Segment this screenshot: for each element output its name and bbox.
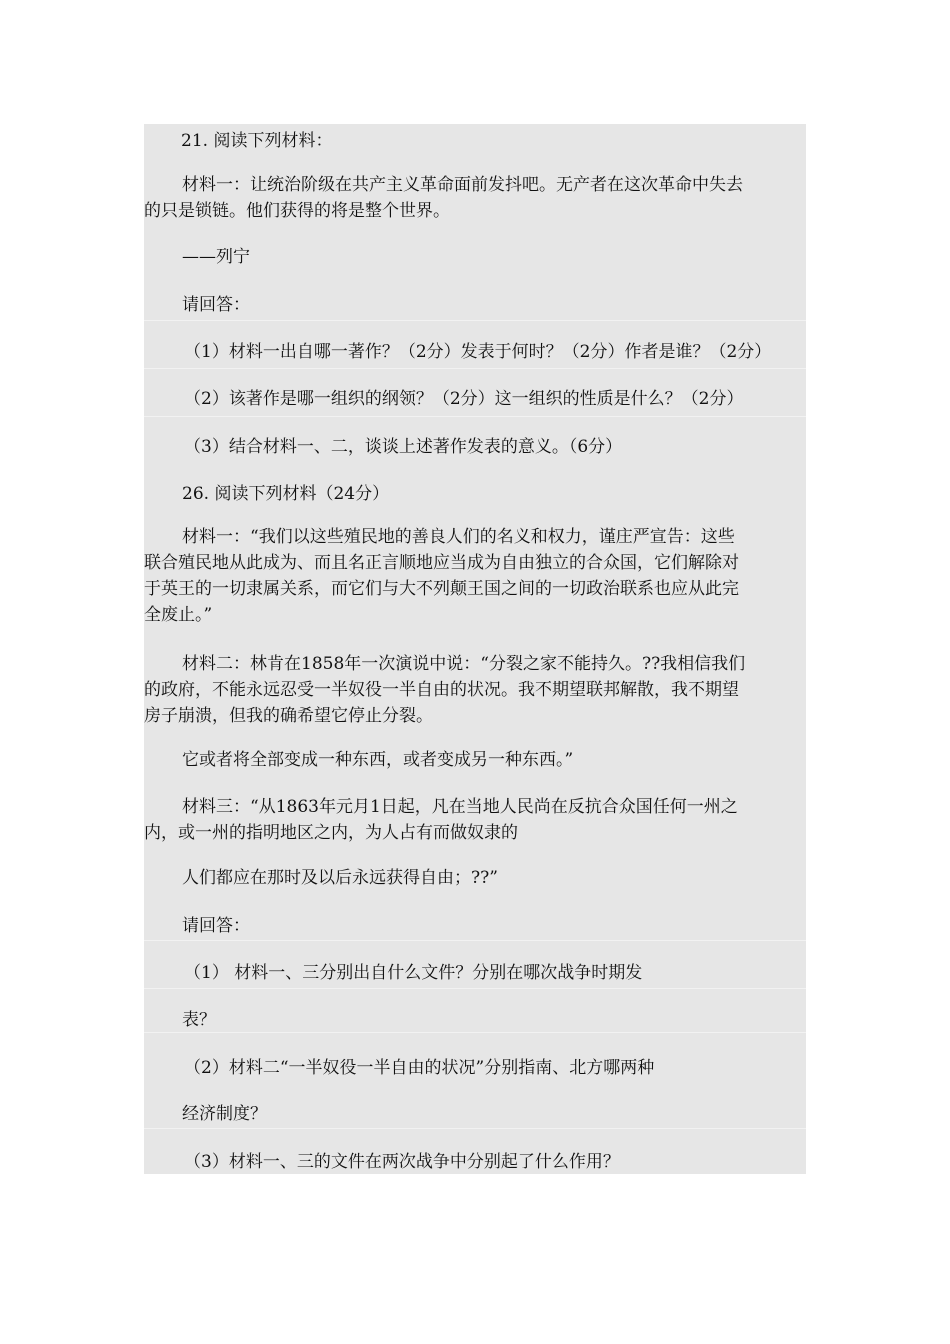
q26-question-2-continued: 经济制度？ xyxy=(182,1104,267,1124)
document-content xyxy=(144,124,806,1174)
divider xyxy=(144,1032,806,1033)
q21-heading: 21. 阅读下列材料： xyxy=(181,131,333,151)
q26-prompt: 请回答： xyxy=(182,916,250,936)
q26-material1-line4: 全废止。” xyxy=(144,605,213,625)
q21-question-3: （3）结合材料一、二，谈谈上述著作发表的意义。（6分） xyxy=(184,437,623,457)
q26-material1-line2: 联合殖民地从此成为、而且名正言顺地应当成为自由独立的合众国，它们解除对 xyxy=(144,553,739,573)
q26-material2-continued: 它或者将全部变成一种东西，或者变成另一种东西。” xyxy=(182,750,574,770)
q26-material2-line1: 材料二：林肯在1858年一次演说中说：“分裂之家不能持久。??我相信我们 xyxy=(182,654,746,674)
q26-material2 xyxy=(144,651,806,729)
q26-question-1-continued: 表？ xyxy=(182,1010,216,1030)
divider xyxy=(144,416,806,417)
q26-material3 xyxy=(144,794,806,846)
divider xyxy=(144,368,806,369)
q26-material1-line1: 材料一：“我们以这些殖民地的善良人们的名义和权力，谨庄严宣告：这些 xyxy=(182,527,735,547)
q21-attribution: ——列宁 xyxy=(182,247,250,267)
q26-material1-line3: 于英王的一切隶属关系，而它们与大不列颠王国之间的一切政治联系也应从此完 xyxy=(144,579,739,599)
q21-question-1: （1）材料一出自哪一著作？（2分）发表于何时？（2分）作者是谁？（2分） xyxy=(184,342,772,362)
divider xyxy=(144,320,806,321)
q21-material1-line2: 的只是锁链。他们获得的将是整个世界。 xyxy=(144,201,450,221)
q26-question-1: （1） 材料一、三分别出自什么文件？分别在哪次战争时期发 xyxy=(184,963,643,983)
q26-material2-line3: 房子崩溃，但我的确希望它停止分裂。 xyxy=(144,706,433,726)
q21-prompt: 请回答： xyxy=(182,295,250,315)
divider xyxy=(144,1128,806,1129)
q21-question-2: （2）该著作是哪一组织的纲领？（2分）这一组织的性质是什么？（2分） xyxy=(184,389,744,409)
q26-question-2: （2）材料二“一半奴役一半自由的状况”分别指南、北方哪两种 xyxy=(184,1058,655,1078)
divider xyxy=(144,940,806,941)
q21-material1 xyxy=(144,172,806,224)
q26-question-3: （3）材料一、三的文件在两次战争中分别起了什么作用？ xyxy=(184,1152,620,1172)
divider xyxy=(144,988,806,989)
q26-material2-line2: 的政府，不能永远忍受一半奴役一半自由的状况。我不期望联邦解散，我不期望 xyxy=(144,680,739,700)
q26-material3-continued: 人们都应在那时及以后永远获得自由；??” xyxy=(182,868,498,888)
q21-material1-line1: 材料一：让统治阶级在共产主义革命面前发抖吧。无产者在这次革命中失去 xyxy=(182,175,743,195)
q26-material3-line2: 内，或一州的指明地区之内，为人占有而做奴隶的 xyxy=(144,823,518,843)
q26-heading: 26. 阅读下列材料（24分） xyxy=(182,484,390,504)
q26-material1 xyxy=(144,524,806,628)
q26-material3-line1: 材料三：“从1863年元月1日起，凡在当地人民尚在反抗合众国任何一州之 xyxy=(182,797,738,817)
